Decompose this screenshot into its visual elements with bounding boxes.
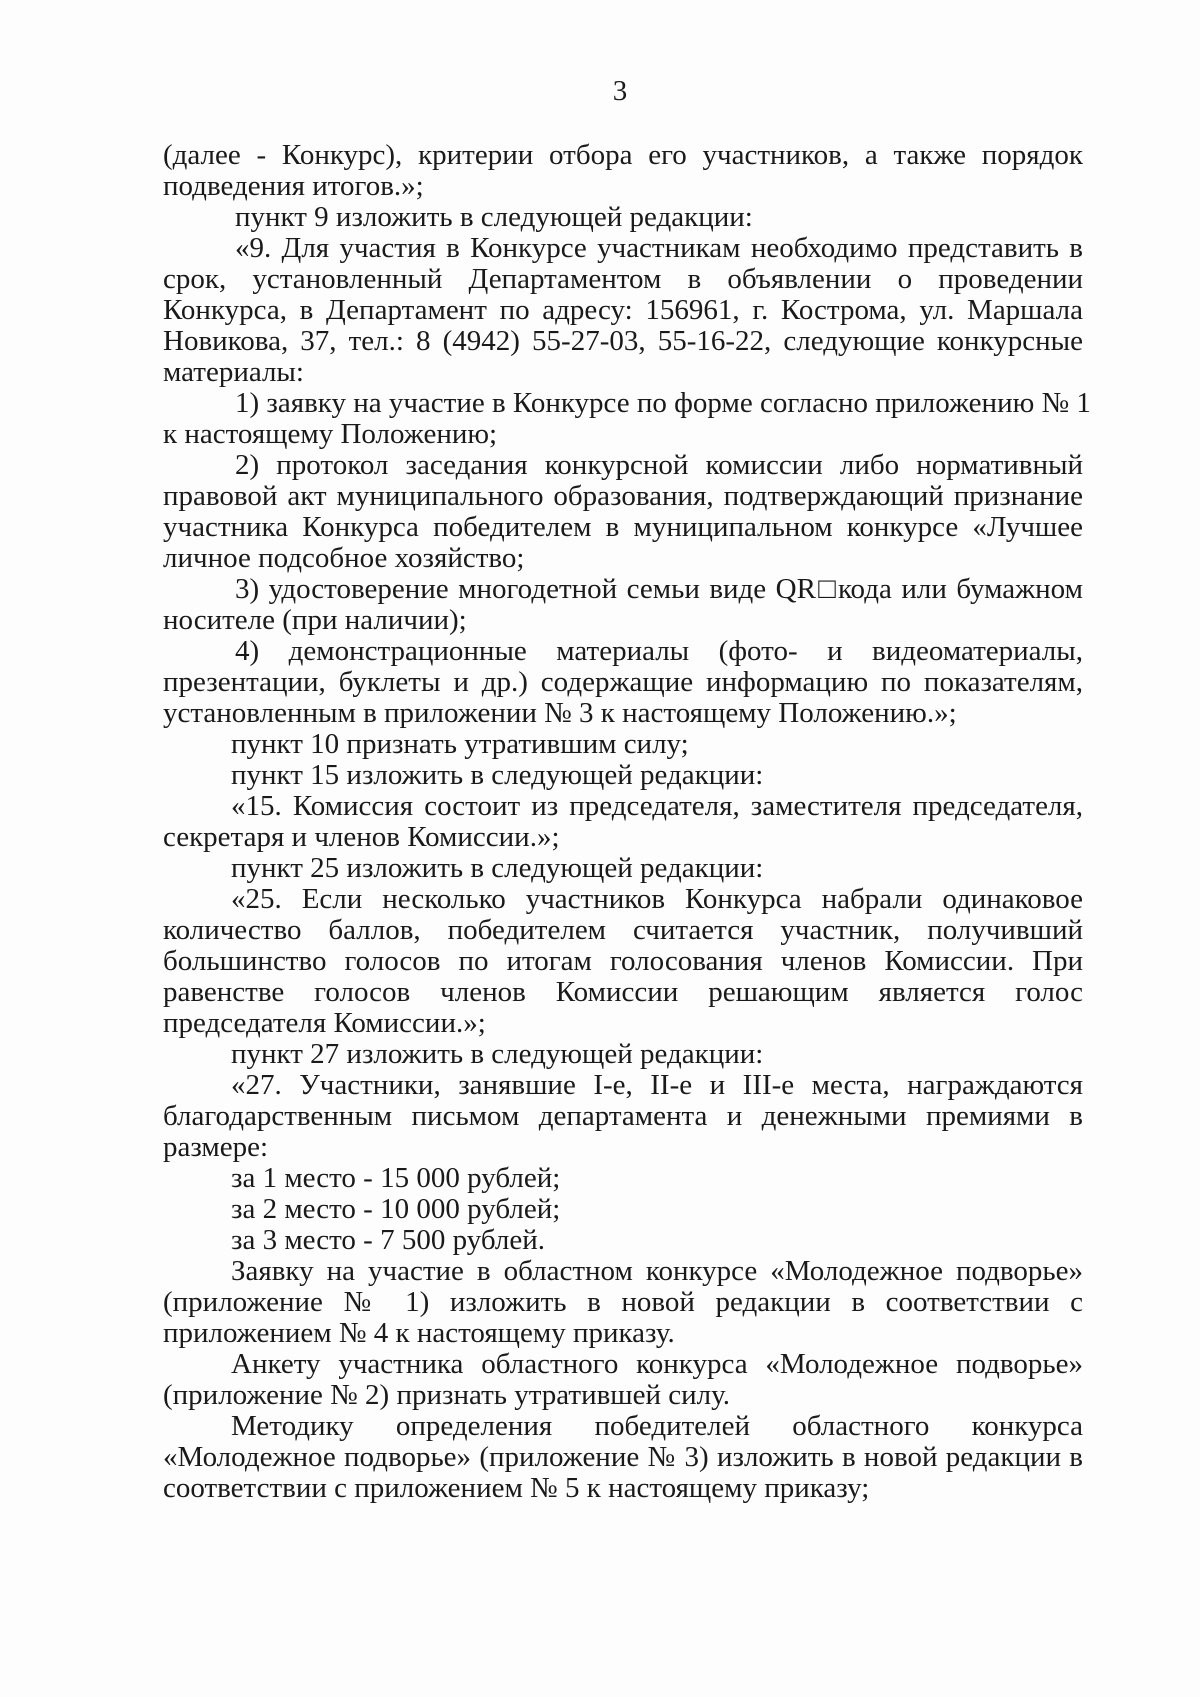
text-line: количество баллов, победителем считается участник, получивший	[163, 914, 1083, 946]
text-line: (приложение № 1) изложить в новой редакции в соответствии с	[163, 1286, 1083, 1318]
text-line: материалы:	[163, 356, 304, 388]
text-line: (приложение № 2) признать утратившей силу.	[163, 1379, 730, 1411]
text-line: пункт 15 изложить в следующей редакции:	[231, 759, 764, 791]
text-line: пункт 10 признать утратившим силу;	[231, 728, 689, 760]
text-line: Методику определения победителей областного конкурса	[231, 1410, 1083, 1442]
page-number: 3	[612, 75, 628, 107]
text-line: срок, установленный Департаментом в объявлении о проведении	[163, 263, 1083, 295]
text-line: председателя Комиссии.»;	[163, 1007, 486, 1039]
text-line: «15. Комиссия состоит из председателя, заместителя председателя,	[231, 790, 1083, 822]
text-line: пункт 9 изложить в следующей редакции:	[235, 201, 753, 233]
text-line: Анкету участника областного конкурса «Молодежное подворье»	[231, 1348, 1083, 1380]
text-line: за 3 место - 7 500 рублей.	[231, 1224, 545, 1256]
text-line: большинство голосов по итогам голосования членов Комиссии. При	[163, 945, 1083, 977]
text-line: 4) демонстрационные материалы (фото- и видеоматериалы,	[235, 635, 1083, 667]
text-line: благодарственным письмом департамента и денежными премиями в	[163, 1100, 1083, 1132]
text-line: «Молодежное подворье» (приложение № 3) изложить в новой редакции в	[163, 1441, 1083, 1473]
text-line: «9. Для участия в Конкурсе участникам необходимо представить в	[235, 232, 1083, 264]
text-line: соответствии с приложением № 5 к настоящему приказу;	[163, 1472, 870, 1504]
text-line: презентации, буклеты и др.) содержащие информацию по показателям,	[163, 666, 1083, 698]
text-line: личное подсобное хозяйство;	[163, 542, 525, 574]
text-line: за 2 место - 10 000 рублей;	[231, 1193, 561, 1225]
text-line: размере:	[163, 1131, 269, 1163]
text-line: 3) удостоверение многодетной семьи виде QR□кода или бумажном	[235, 573, 1083, 605]
text-line: секретаря и членов Комиссии.»;	[163, 821, 560, 853]
text-line: «27. Участники, занявшие I-е, II-е и III-е места, награждаются	[231, 1069, 1083, 1101]
text-line: «25. Если несколько участников Конкурса набрали одинаковое	[231, 883, 1083, 915]
text-line: подведения итогов.»;	[163, 170, 424, 202]
text-line: равенстве голосов членов Комиссии решающим является голос	[163, 976, 1083, 1008]
text-line: 2) протокол заседания конкурсной комиссии либо нормативный	[235, 449, 1083, 481]
text-line: 1) заявку на участие в Конкурсе по форме согласно приложению № 1	[235, 387, 1091, 419]
text-line: к настоящему Положению;	[163, 418, 498, 450]
text-line: Новикова, 37, тел.: 8 (4942) 55-27-03, 55-16-22, следующие конкурсные	[163, 325, 1083, 357]
text-line: за 1 место - 15 000 рублей;	[231, 1162, 561, 1194]
document-body	[163, 139, 1091, 1504]
text-line: участника Конкурса победителем в муниципальном конкурсе «Лучшее	[163, 511, 1083, 543]
text-line: Заявку на участие в областном конкурсе «Молодежное подворье»	[231, 1255, 1083, 1287]
text-line: (далее - Конкурс), критерии отбора его участников, а также порядок	[163, 139, 1083, 171]
text-line: правовой акт муниципального образования, подтверждающий признание	[163, 480, 1083, 512]
text-line: носителе (при наличии);	[163, 604, 467, 636]
text-line: пункт 25 изложить в следующей редакции:	[231, 852, 764, 884]
text-line: пункт 27 изложить в следующей редакции:	[231, 1038, 764, 1070]
text-line: установленным в приложении № 3 к настоящему Положению.»;	[163, 697, 957, 729]
text-line: приложением № 4 к настоящему приказу.	[163, 1317, 675, 1349]
text-line: Конкурса, в Департамент по адресу: 156961, г. Кострома, ул. Маршала	[163, 294, 1083, 326]
